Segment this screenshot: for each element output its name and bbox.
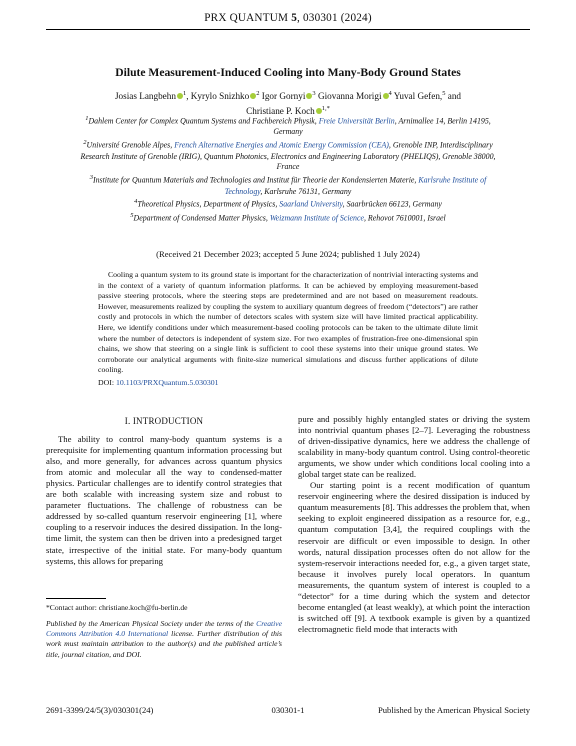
author-name: Christiane P. Koch — [246, 105, 315, 116]
journal-volume: 5 — [291, 12, 297, 24]
paper-title: Dilute Measurement-Induced Cooling into Many-Body Ground States — [115, 66, 461, 79]
footer-issn: 2691-3399/24/5(3)/030301(24) — [46, 705, 154, 715]
publication-dates: (Received 21 December 2023; accepted 5 June 2024; published 1 July 2024) — [156, 249, 420, 259]
institution-link[interactable]: Freie Universität Berlin — [318, 116, 395, 126]
institution-link[interactable]: French Alternative Energies and Atomic Energy Commission (CEA) — [174, 140, 389, 150]
journal-name: PRX QUANTUM — [204, 12, 289, 24]
body-paragraph: Our starting point is a recent modification of quantum reservoir engineering where the desired dissipation is induced by quantum measurements [8]. This addresses the problem that, when seeking to exploit engineered dissipation as a resource for, e.g., quantum computation [3,4], the required couplings with the reservoir are difficult or even impossible to design. In other words, natural dissipation processes often do not allow for the system-reservoir interactions needed for, e.g., a given target state, because it involves purely local operators. In quantum measurements, the quantum system of interest is coupled to a “detector” for a time during which the system and detector become entangled (at least weakly), at which point the interaction is switched off [9]. A textbook example is given by a quantized electromagnetic field mode that interacts with — [298, 480, 530, 634]
doi-link[interactable]: 10.1103/PRXQuantum.5.030301 — [115, 378, 219, 387]
page-number: 030301-1 — [271, 705, 305, 715]
running-header — [46, 12, 530, 24]
header-rule — [46, 29, 530, 30]
author-name: Yuval Gefen, — [393, 91, 443, 102]
affiliation: $^3$Institute for Quantum Materials and Technologies and Institut für Theorie der Kondensierten Materie, Karlsruhe Institute of Technology, Karlsruhe 76131, Germany — [89, 174, 487, 196]
affiliation: $^1$Dahlem Center for Complex Quantum Systems and Fachbereich Physik, Freie Universität Berlin, Arnimallee 14, Berlin 14195, Germany — [85, 115, 491, 137]
institution-link[interactable]: Saarland University — [279, 200, 343, 210]
doi — [98, 378, 219, 387]
author-name: Giovanna Morigi — [317, 91, 382, 102]
affiliation: $^2$Université Grenoble Alpes, French Alternative Energies and Atomic Energy Commission (CEA), Grenoble INP, Interdisciplinary Research Institute of Grenoble (IRIG), Quantum Photonics, Electronics and Engineering Laboratory (PHELIQS), Grenoble 38000, France — [80, 139, 496, 172]
affiliation: $^5$Department of Condensed Matter Physics, Weizmann Institute of Science, Rehovot 7610001, Israel — [130, 211, 446, 223]
author-line-2: Christiane P. Koch $^{1,*}$ — [246, 104, 330, 116]
author-list — [70, 88, 506, 117]
license-notice: Published by the American Physical Society under the terms of the Creative Commons Attribution 4.0 International license. Further distribution of this work must maintain attribution to the author(s) and the published article’s title, journal citation, and DOI. — [46, 619, 282, 659]
body-paragraph: pure and possibly highly entangled states or driving the system into nontrivial quantum phases [2–7]. Leveraging the robustness of driven-dissipative dynamics, here we address the challenge of scalability in many-body quantum control. Using control-theoretic arguments, we show under which conditions local cooling into a global target state can be realized. — [298, 414, 530, 480]
license-link[interactable]: Creative Commons Attribution 4.0 International — [46, 619, 282, 639]
doi-label: DOI: — [98, 378, 116, 387]
author-line-1: Josias Langbehn $^1$, Kyrylo Snizhko $^2$ Igor Gornyi $^3$ Giovanna Morigi $^4$ Yuval Gefen,$^5$ and — [114, 90, 462, 102]
institution-link[interactable]: Weizmann Institute of Science — [269, 213, 364, 223]
section-heading: I. INTRODUCTION — [124, 416, 204, 426]
affiliations — [70, 114, 506, 224]
author-name: Kyrylo Snizhko — [190, 91, 250, 102]
right-column — [298, 414, 530, 635]
footer-publisher: Published by the American Physical Society — [377, 705, 530, 715]
contact-footnote: *Contact author: christiane.koch@fu-berlin.de — [46, 603, 188, 612]
body-paragraph: The ability to control many-body quantum systems is a prerequisite for implementing quantum information processing but also, and more generally, for advances across quantum physics from atomic and molecular all the way to condensed-matter physics. Particular challenges are to identify control strategies that are both scalable with increasing system size and robust to parameter fluctuations. The challenge of robustness can be addressed by so-called quantum reservoir engineering [1], where coupling to a reservoir induces the desired dissipation. In the long-time limit, the system can then be driven into a predesigned target state, irrespective of the initial state. For many-body quantum systems, this allows for preparing — [46, 434, 282, 566]
footnote-rule — [46, 598, 106, 599]
left-column — [46, 416, 282, 567]
abstract: Cooling a quantum system to its ground state is important for the characterization of nontrivial interacting systems and in the context of a variety of quantum information platforms. It can be achieved by employing measurement-based passive steering protocols, where the steering steps are predetermined and are not based on measurement readouts. However, measurements realized by coupling the system to auxiliary quantum degrees of freedom (“detectors”) are rather costly and protocols in which the number of detectors scales with system size will have limited practical applicability. Here, we identify conditions under which measurement-based cooling protocols can be taken to the ultimate dilute limit where the number of detectors is independent of system size. For two examples of frustration-free one-dimensional spin chains, we show that steering on a single link is sufficient to cool these systems into their unique ground states. We corroborate our analytical arguments with finite-size numerical simulations and discuss further applications of dilute cooling. — [98, 270, 478, 375]
affiliation: $^4$Theoretical Physics, Department of Physics, Saarland University, Saarbrücken 66123, Germany — [134, 198, 442, 210]
author-name: Josias Langbehn — [114, 91, 176, 102]
institution-link[interactable]: Karlsruhe Institute of Technology — [224, 175, 487, 196]
author-name: Igor Gornyi — [261, 91, 306, 102]
article-number: , 030301 (2024) — [296, 12, 372, 24]
